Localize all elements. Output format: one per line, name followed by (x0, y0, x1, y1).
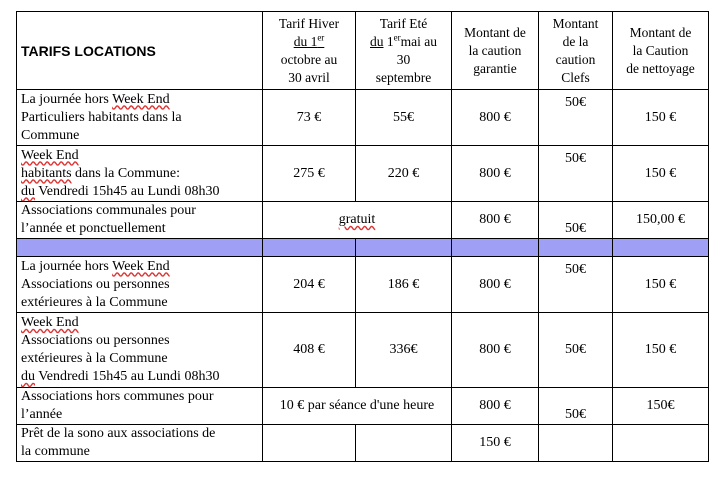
price-ete: 55€ (356, 90, 452, 146)
row-label: Associations hors communes pour l’année (17, 388, 263, 425)
caution-clefs: 50€ (539, 388, 613, 425)
price-merged: gratuit (263, 202, 452, 239)
caution-clefs: 50€ (539, 90, 613, 146)
table-row (17, 90, 709, 146)
caution-garantie: 800 € (452, 257, 539, 313)
separator-cell (539, 239, 613, 257)
header-tarif-ete: Tarif Eté du 1ermai au 30 septembre (356, 12, 452, 90)
caution-clefs: 50€ (539, 146, 613, 202)
caution-garantie: 800 € (452, 313, 539, 388)
header-tarif-hiver: Tarif Hiver du 1er octobre au 30 avril (263, 12, 356, 90)
table-row (17, 257, 709, 313)
empty-cell (539, 425, 613, 462)
header-caution-nettoyage: Montant de la Caution de nettoyage (613, 12, 709, 90)
caution-garantie: 800 € (452, 90, 539, 146)
row-label: Associations communales pour l’année et ponctuellement (17, 202, 263, 239)
table-row (17, 313, 709, 388)
price-hiver: 275 € (263, 146, 356, 202)
row-label: La journée hors Week End Particuliers habitants dans la Commune (17, 90, 263, 146)
price-hiver: 73 € (263, 90, 356, 146)
caution-garantie: 800 € (452, 146, 539, 202)
price-hiver: 408 € (263, 313, 356, 388)
caution-clefs: 50€ (539, 202, 613, 239)
caution-nettoyage: 150 € (613, 146, 709, 202)
price-ete: 220 € (356, 146, 452, 202)
price-hiver: 204 € (263, 257, 356, 313)
table-row (17, 146, 709, 202)
caution-clefs: 50€ (539, 257, 613, 313)
empty-cell (263, 425, 356, 462)
price-merged: 10 € par séance d'une heure (263, 388, 452, 425)
caution-garantie: 800 € (452, 388, 539, 425)
row-label: Prêt de la sono aux associations de la commune (17, 425, 263, 462)
separator-cell (17, 239, 263, 257)
caution-nettoyage: 150 € (613, 313, 709, 388)
header-row (17, 12, 709, 90)
caution-nettoyage: 150 € (613, 90, 709, 146)
price-ete: 186 € (356, 257, 452, 313)
price-ete: 336€ (356, 313, 452, 388)
caution-nettoyage: 150,00 € (613, 202, 709, 239)
separator-cell (452, 239, 539, 257)
tarifs-table (16, 11, 709, 462)
separator-row (17, 239, 709, 257)
row-label: La journée hors Week End Associations ou personnes extérieures à la Commune (17, 257, 263, 313)
row-label: Week End habitants dans la Commune: du Vendredi 15h45 au Lundi 08h30 (17, 146, 263, 202)
row-label: Week End Associations ou personnes extérieures à la Commune du Vendredi 15h45 au Lundi 08h30 (17, 313, 263, 388)
separator-cell (263, 239, 356, 257)
caution-nettoyage: 150€ (613, 388, 709, 425)
empty-cell (356, 425, 452, 462)
table-title: TARIFS LOCATIONS (17, 12, 263, 90)
caution-garantie: 800 € (452, 202, 539, 239)
caution-nettoyage: 150 € (613, 257, 709, 313)
separator-cell (613, 239, 709, 257)
separator-cell (356, 239, 452, 257)
header-caution-clefs: Montant de la caution Clefs (539, 12, 613, 90)
header-caution-garantie: Montant de la caution garantie (452, 12, 539, 90)
table-row (17, 202, 709, 239)
caution-garantie: 150 € (452, 425, 539, 462)
table-row (17, 425, 709, 462)
table-row (17, 388, 709, 425)
empty-cell (613, 425, 709, 462)
caution-clefs: 50€ (539, 313, 613, 388)
